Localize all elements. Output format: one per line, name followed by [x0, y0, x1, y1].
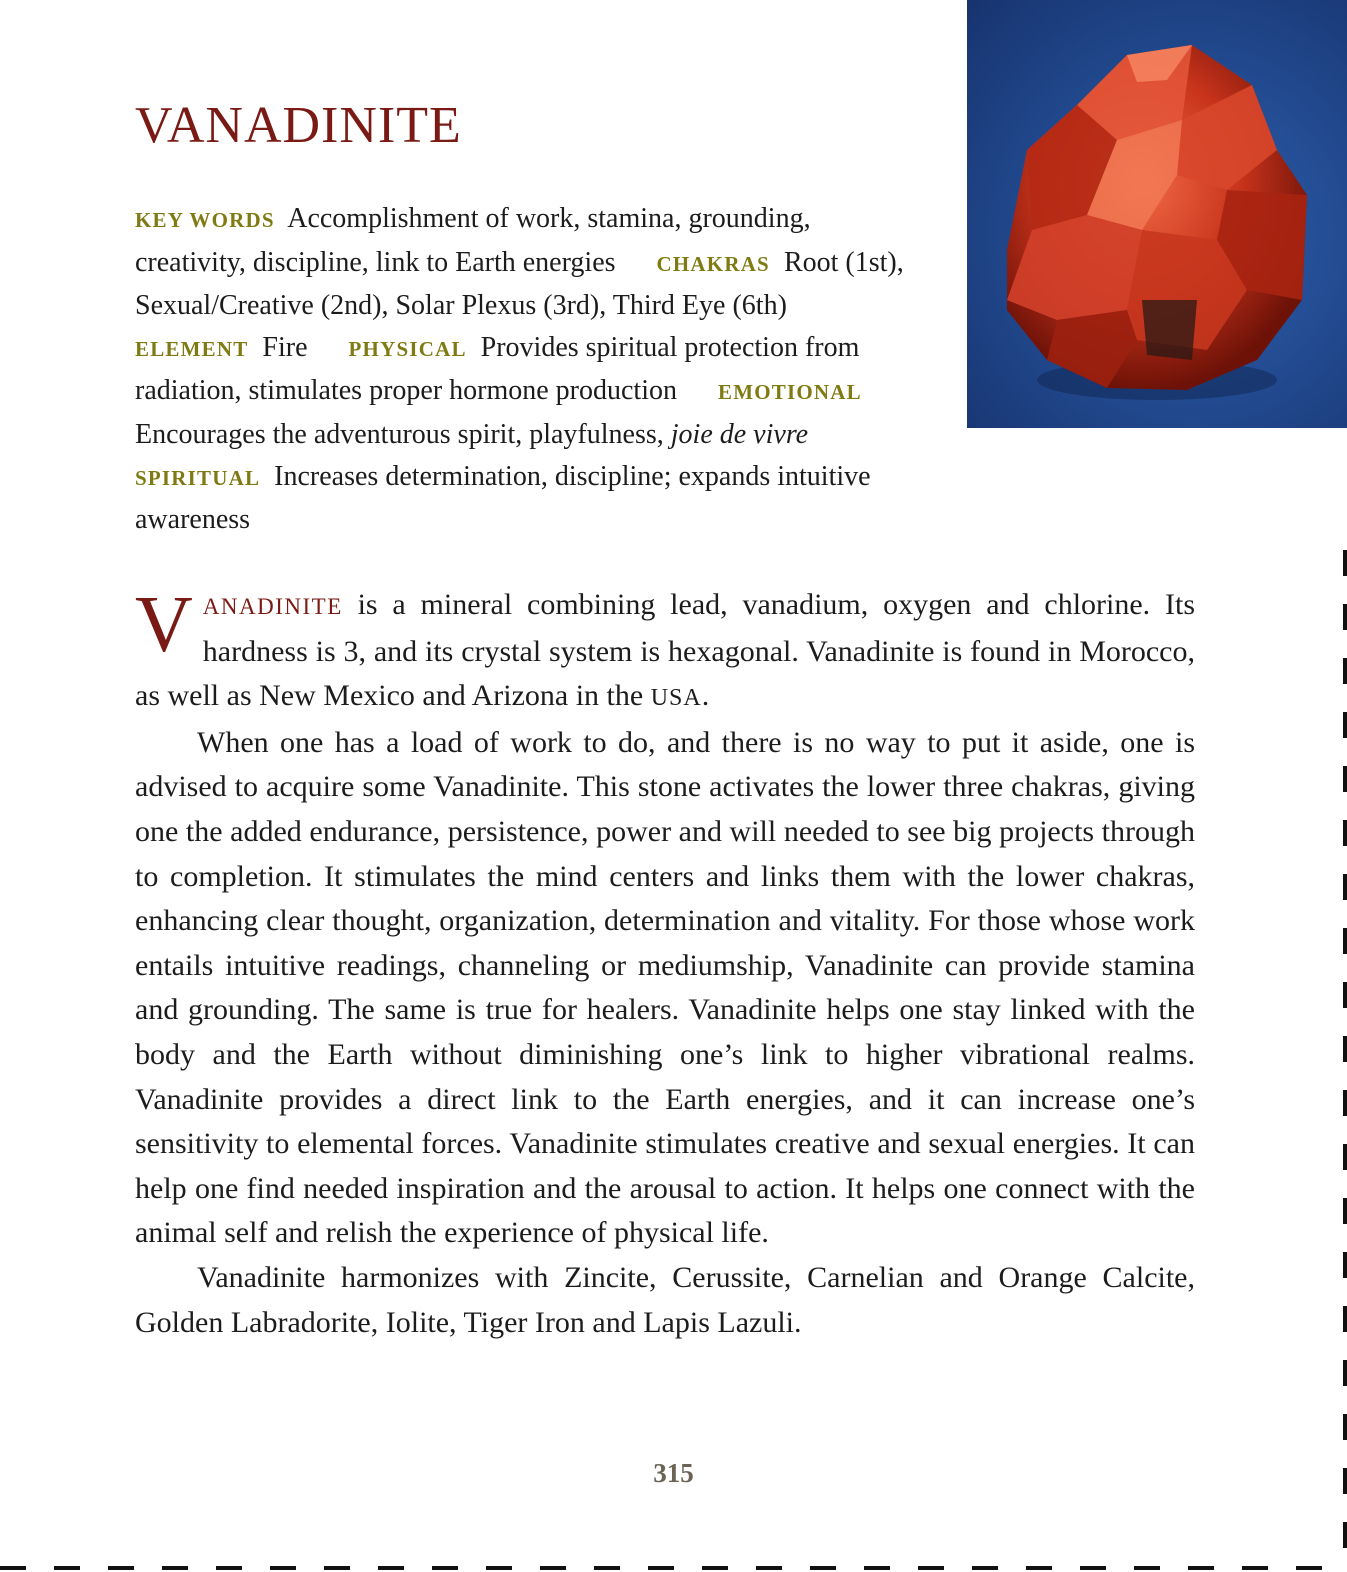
edge-tick — [1343, 1036, 1347, 1062]
emotional-label: EMOTIONAL — [717, 380, 862, 405]
chakras-value: Root (1st), Sexual/Creative (2nd), Solar Plexus (3rd), Third Eye (6th) — [135, 246, 904, 322]
edge-tick — [216, 1566, 242, 1570]
edge-tick — [1343, 712, 1347, 738]
edge-tick — [1343, 1198, 1347, 1224]
edge-tick — [1343, 1522, 1347, 1548]
properties-block — [135, 198, 925, 541]
edge-tick — [486, 1566, 512, 1570]
vanadinite-photo — [967, 0, 1347, 428]
intro-end: . — [701, 679, 710, 713]
edge-tick — [270, 1566, 296, 1570]
edge-tick — [1343, 1360, 1347, 1386]
edge-tick — [918, 1566, 944, 1570]
edge-tick — [1134, 1566, 1160, 1570]
edge-tick — [1080, 1566, 1106, 1570]
chakras-label: CHAKRAS — [656, 251, 770, 276]
edge-tick — [810, 1566, 836, 1570]
spiritual-value: Increases determination, discipline; expands intuitive awareness — [135, 460, 871, 536]
edge-tick — [1242, 1566, 1268, 1570]
spiritual-label: SPIRITUAL — [135, 465, 261, 490]
edge-tick — [1343, 874, 1347, 900]
bottom-edge-marks — [0, 1566, 1347, 1572]
keywords-value: Accomplishment of work, stamina, grounding, creativity, discipline, link to Earth energies — [135, 203, 811, 278]
element-label: ELEMENT — [135, 336, 249, 361]
emotional-italic: joie de vivre — [670, 418, 809, 450]
edge-tick — [1343, 766, 1347, 792]
edge-tick — [1343, 658, 1347, 684]
edge-tick — [756, 1566, 782, 1570]
crystal-illustration — [967, 0, 1347, 428]
edge-tick — [1343, 1144, 1347, 1170]
edge-tick — [1343, 1252, 1347, 1278]
edge-tick — [1343, 1090, 1347, 1116]
paragraph-harmonizes: Vanadinite harmonizes with Zincite, Cerussite, Carnelian and Orange Calcite, Golden Labradorite, Iolite, Tiger Iron and Lapis Lazuli. — [135, 1260, 1195, 1339]
edge-tick — [1343, 928, 1347, 954]
edge-tick — [1343, 1306, 1347, 1332]
paragraph-main: When one has a load of work to do, and there is no way to put it aside, one is advised to acquire some Vanadinite. This stone activates the lower three chakras, giving one the added endurance, persistence, power and will needed to see big projects through to completion. It stimulates the mind centers and links them with the lower chakras, enhancing clear thought, organization, determination and vitality. For those whose work entails intuitive readings, channeling or mediumship, Vanadinite can provide stamina and grounding. The same is true for healers. Vanadinite helps one stay linked with the body and the Earth without diminishing one’s link to higher vibrational realms. Vanadinite provides a direct link to the Earth energies, and it can increase one’s sensitivity to elemental forces. Vanadinite stimulates creative and sexual energies. It can help one find needed inspiration and the arousal to action. It helps one connect with the animal self and relish the experience of physical life. — [135, 725, 1195, 1250]
edge-tick — [648, 1566, 674, 1570]
physical-label: PHYSICAL — [348, 336, 467, 361]
edge-tick — [1343, 1414, 1347, 1440]
intro-text: is a mineral combining lead, vanadium, oxygen and chlorine. Its hardness is 3, and its crystal system is hexagonal. Vanadinite is found in Morocco, as well as New Mexico and Arizona in the — [135, 588, 1195, 713]
emotional-value: Encourages the adventurous spirit, playfulness, — [135, 418, 664, 450]
edge-tick — [972, 1566, 998, 1570]
edge-tick — [1188, 1566, 1214, 1570]
edge-tick — [1343, 604, 1347, 630]
edge-tick — [1343, 982, 1347, 1008]
lead-smallcaps: ANADINITE — [202, 594, 343, 619]
edge-tick — [594, 1566, 620, 1570]
body-text — [135, 583, 1195, 1345]
edge-tick — [1026, 1566, 1052, 1570]
edge-tick — [1343, 820, 1347, 846]
edge-tick — [162, 1566, 188, 1570]
edge-tick — [864, 1566, 890, 1570]
right-edge-marks — [1341, 550, 1347, 1550]
edge-tick — [108, 1566, 134, 1570]
physical-value: Provides spiritual protection from radiation, stimulates proper hormone production — [135, 331, 860, 407]
keywords-label: KEY WORDS — [135, 208, 275, 232]
edge-tick — [1296, 1566, 1322, 1570]
edge-tick — [540, 1566, 566, 1570]
edge-tick — [324, 1566, 350, 1570]
edge-tick — [432, 1566, 458, 1570]
edge-tick — [0, 1566, 26, 1570]
edge-tick — [1343, 550, 1347, 576]
edge-tick — [1343, 1468, 1347, 1494]
page-title: VANADINITE — [135, 97, 462, 154]
edge-tick — [378, 1566, 404, 1570]
edge-tick — [702, 1566, 728, 1570]
edge-tick — [54, 1566, 80, 1570]
element-value: Fire — [262, 331, 308, 363]
drop-cap: V — [135, 581, 193, 669]
page-number: 315 — [653, 1458, 694, 1488]
paragraph-intro — [135, 583, 1195, 721]
usa-abbrev: USA — [650, 685, 702, 712]
